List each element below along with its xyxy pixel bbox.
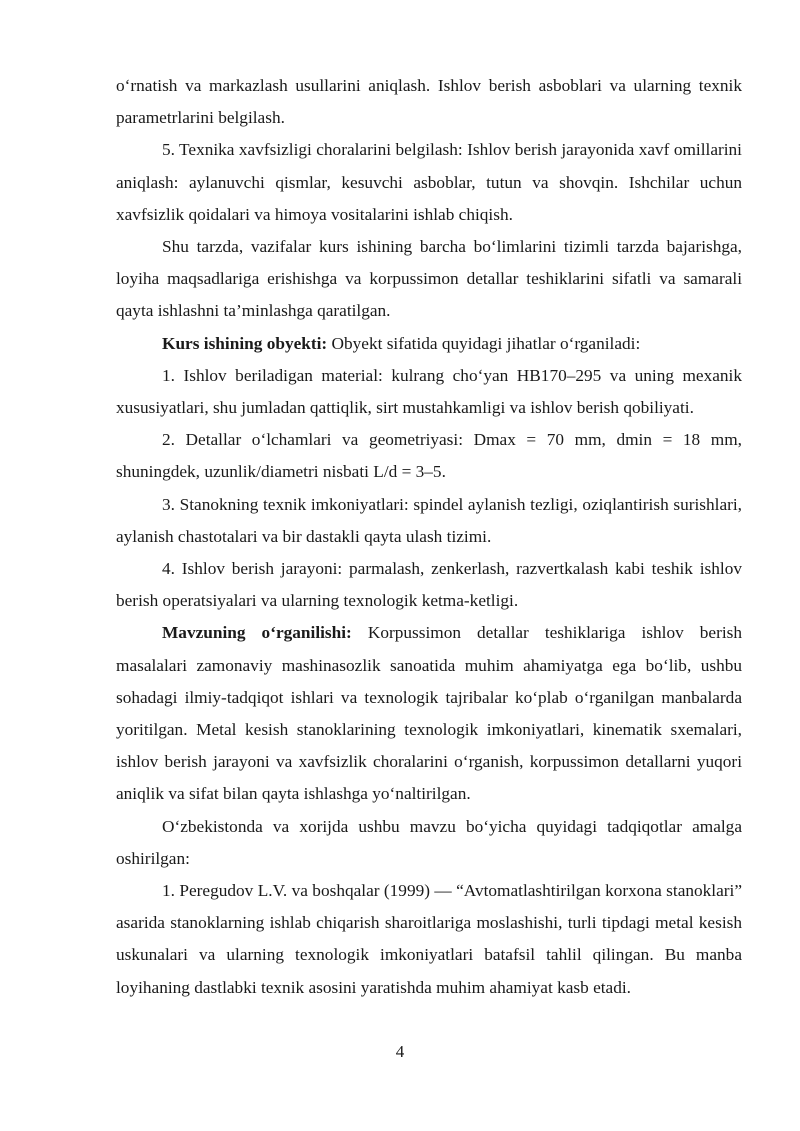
paragraph-heading-study: Mavzuning o‘rganilishi: xyxy=(162,623,352,643)
paragraph-text: Obyekt sifatida quyidagi jihatlar o‘rganiladi: xyxy=(327,333,641,353)
paragraph-object-1 xyxy=(116,360,742,424)
paragraph-text: Korpussimon detallar teshiklariga ishlov berish masalalari zamonaviy mashinasozlik sanoatida muhim ahamiyatga ega bo‘lib, ushbu sohadagi ilmiy-tadqiqot ishlari va texnologik tajribalar ko‘plab o‘rganilgan manbalarda yoritilgan. Metal kesish stanoklarining texnologik imkoniyatlari, kinematik sxemalari, ishlov berish jarayoni va xavfsizlik choralarini o‘rganish, korpussimon detallarni yuqori aniqlik va sifat bilan qayta ishlashga yo‘naltirilgan. xyxy=(116,623,742,804)
paragraph-text: o‘rnatish va markazlash usullarini aniqlash. Ishlov berish asboblari va ularning texnik parametrlarini belgilash. xyxy=(116,76,742,128)
paragraph-text: Shu tarzda, vazifalar kurs ishining barcha bo‘limlarini tizimli tarzda bajarishga, loyiha maqsadlariga erishishga va korpussimon detallar teshiklarini sifatli va samarali qayta ishlashni ta’minlashga qaratilgan. xyxy=(116,237,742,321)
paragraph-text: O‘zbekistonda va xorijda ushbu mavzu bo‘yicha quyidagi tadqiqotlar amalga oshirilgan: xyxy=(116,816,742,868)
paragraph-study xyxy=(116,617,742,810)
paragraph-research-1 xyxy=(116,875,742,1004)
paragraph-text: 2. Detallar o‘lchamlari va geometriyasi: Dmax = 70 mm, dmin = 18 mm, shuningdek, uzunlik/diametri nisbati L/d = 3–5. xyxy=(116,430,742,482)
paragraph-heading-object: Kurs ishining obyekti: xyxy=(162,333,328,353)
paragraph-text: 1. Ishlov beriladigan material: kulrang cho‘yan HB170–295 va uning mexanik xususiyatlari, shu jumladan qattiqlik, sirt mustahkamligi va ishlov berish qobiliyati. xyxy=(116,365,742,418)
paragraph-object-4 xyxy=(116,553,742,617)
paragraph-summary xyxy=(116,231,742,328)
paragraph-text: 5. Texnika xavfsizligi choralarini belgilash: Ishlov berish jarayonida xavf omillarini aniqlash: aylanuvchi qismlar, kesuvchi asboblar, tutun va shovqin. Ishchilar uchun xavfsizlik qoidalari va himoya vositalarini ishlab chiqish. xyxy=(116,140,742,224)
paragraph-object-3 xyxy=(116,489,742,553)
paragraph-object-2 xyxy=(116,424,742,488)
paragraph-text: 1. Peregudov L.V. va boshqalar (1999) — “Avtomatlashtirilgan korxona stanoklari” asarida stanoklarning ishlab chiqarish sharoitlariga moslashishi, turli tipdagi metal kesish uskunalari va ularning texnologik imkoniyatlari batafsil tahlil qilingan. Bu manba loyihaning dastlabki texnik asosini yaratishda muhim ahamiyat kasb etadi. xyxy=(116,881,742,997)
paragraph-task-5 xyxy=(116,134,742,231)
paragraph-object xyxy=(116,328,742,360)
paragraph-continuation xyxy=(116,70,742,134)
paragraph-text: 4. Ishlov berish jarayoni: parmalash, zenkerlash, razvertkalash kabi teshik ishlov berish operatsiyalari va ularning texnologik ketma-ketligi. xyxy=(116,559,742,611)
document-page xyxy=(116,70,742,1004)
page-number: 4 xyxy=(395,1042,405,1061)
paragraph-text: 3. Stanokning texnik imkoniyatlari: spindel aylanish tezligi, oziqlantirish surishlari, aylanish chastotalari va bir dastakli qayta ulash tizimi. xyxy=(116,494,742,546)
paragraph-research-intro xyxy=(116,811,742,875)
